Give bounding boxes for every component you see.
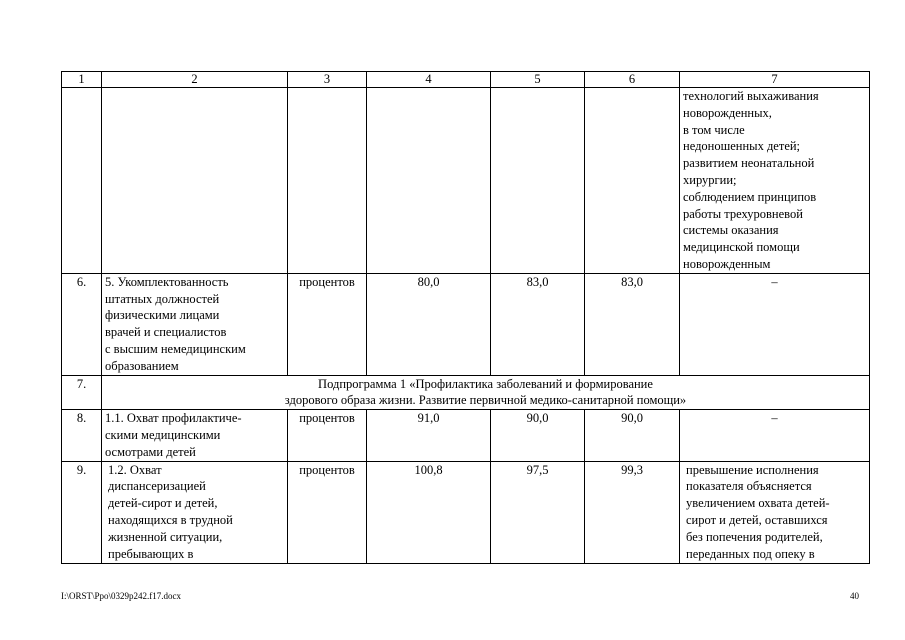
row-number: 7. (62, 375, 102, 410)
subprogram-row (62, 375, 870, 410)
note-line: развитием неонатальной (683, 156, 815, 171)
value-cell: 90,0 (491, 410, 585, 461)
value-cell: 90,0 (585, 410, 680, 461)
value-cell: 83,0 (491, 273, 585, 375)
header-cell: 6 (585, 72, 680, 88)
note-line: системы оказания (683, 223, 779, 238)
subprogram-title: Подпрограмма 1 «Профилактика заболеваний и формирование здорового образа жизни. Развитие первичной медико-санитарной помощи» (102, 375, 870, 410)
value-cell: 83,0 (585, 273, 680, 375)
note-cell: – (680, 273, 870, 375)
note-line: медицинской помощи (683, 240, 800, 255)
value-cell: 99,3 (585, 461, 680, 563)
note-line: работы трехуровневой (683, 206, 803, 221)
header-cell: 1 (62, 72, 102, 88)
note-cell (680, 88, 870, 274)
unit-cell: процентов (288, 461, 367, 563)
note-cell: – (680, 410, 870, 461)
note-line: недоношенных детей; (683, 139, 801, 154)
table-row (62, 88, 870, 274)
note-line: технологий выхаживания (683, 89, 819, 103)
indicator-cell: 5. Укомплектованность штатных должностей физическими лицами врачей и специалистов с высшим немедицинским образованием (102, 273, 288, 375)
unit-cell: процентов (288, 273, 367, 375)
file-path: I:\ORST\Ppo\0329p242.f17.docx (61, 591, 182, 601)
page-number: 40 (850, 591, 859, 601)
table-row (62, 461, 870, 563)
note-cell: превышение исполнения показателя объясняется увеличением охвата детей- сирот и детей, оставшихся без попечения родителей, переданных под опеку в (680, 461, 870, 563)
row-number: 8. (62, 410, 102, 461)
header-cell: 2 (102, 72, 288, 88)
indicators-table (61, 71, 870, 564)
table-row (62, 410, 870, 461)
indicator-cell: 1.2. Охват диспансеризацией детей-сирот и детей, находящихся в трудной жизненной ситуации, пребывающих в (102, 461, 288, 563)
value-cell: 97,5 (491, 461, 585, 563)
row-number: 9. (62, 461, 102, 563)
value-cell: 100,8 (367, 461, 491, 563)
note-line: в том числе (683, 122, 745, 137)
header-cell: 7 (680, 72, 870, 88)
value-cell: 80,0 (367, 273, 491, 375)
header-row (62, 72, 870, 88)
header-cell: 3 (288, 72, 367, 88)
indicator-cell: 1.1. Охват профилактиче- скими медицинскими осмотрами детей (102, 410, 288, 461)
value-cell: 91,0 (367, 410, 491, 461)
header-cell: 4 (367, 72, 491, 88)
note-line: новорожденным (683, 256, 771, 271)
note-line: новорожденных, (683, 105, 772, 120)
table-row (62, 273, 870, 375)
note-line: хирургии; (683, 172, 737, 187)
header-cell: 5 (491, 72, 585, 88)
unit-cell: процентов (288, 410, 367, 461)
row-number: 6. (62, 273, 102, 375)
note-line: соблюдением принципов (683, 189, 817, 204)
